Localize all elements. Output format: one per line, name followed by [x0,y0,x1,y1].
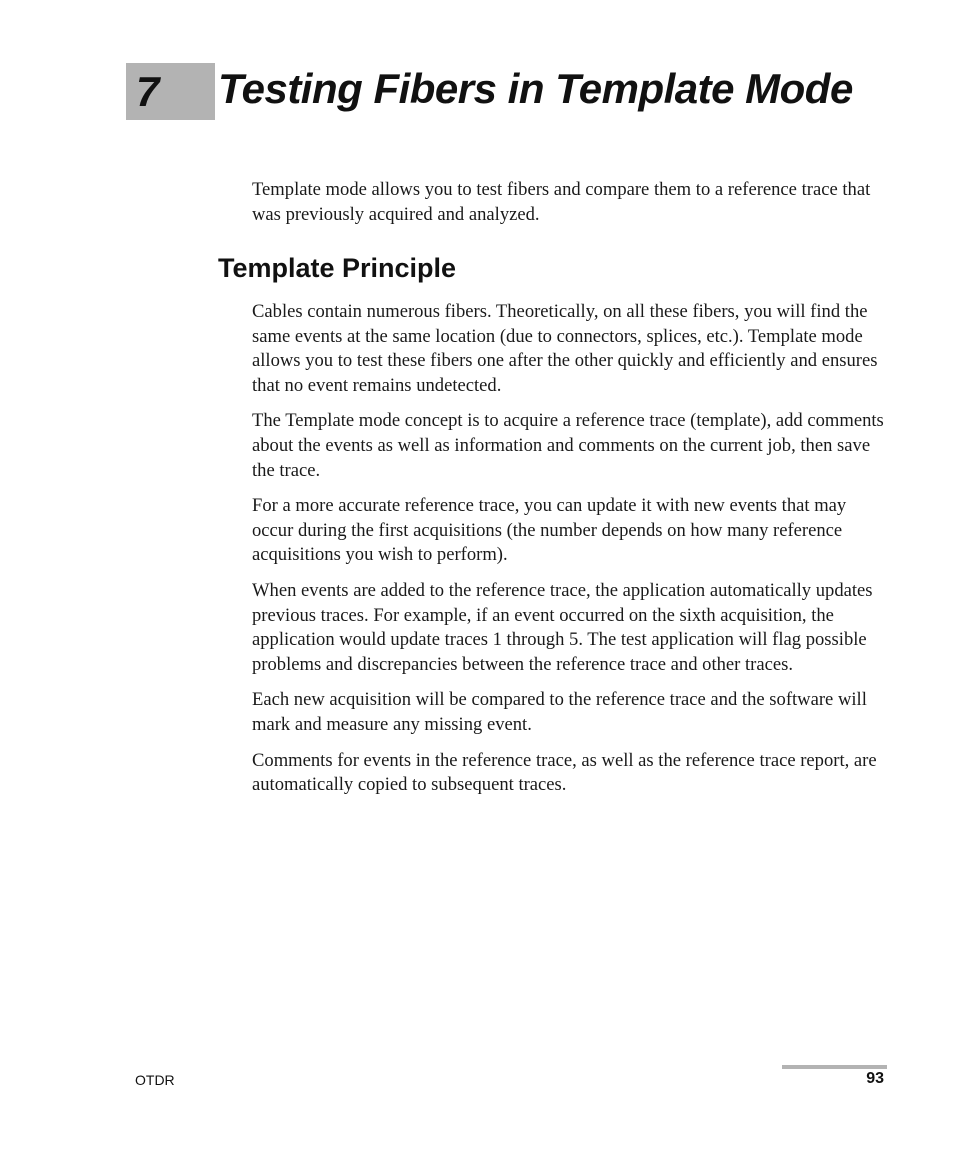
footer-product-name: OTDR [135,1072,175,1088]
intro-paragraph: Template mode allows you to test fibers and compare them to a reference trace that was previously acquired and analyzed. [252,179,871,225]
body-paragraph-6: Comments for events in the reference trace, as well as the reference trace report, are automatically copied to subsequent traces. [252,749,877,796]
chapter-title: Testing Fibers in Template Mode [218,65,853,112]
body-paragraph-3: For a more accurate reference trace, you can update it with new events that may occur during the first acquisitions (the number depends on how many reference acquisitions you wish to perform). [252,495,847,566]
section-heading: Template Principle [218,253,457,283]
chapter-number: 7 [136,68,160,115]
page-number: 93 [866,1070,884,1087]
body-paragraph-5: Each new acquisition will be compared to the reference trace and the software will mark and measure any missing event. [252,689,867,735]
section-body [252,300,892,809]
body-paragraph-1: Cables contain numerous fibers. Theoretically, on all these fibers, you will find the same events at the same location (due to connectors, splices, etc.). Template mode allows you to test these fibers one after the other quickly and efficiently and ensures that no event remains undetected. [252,301,878,396]
body-paragraph-2: The Template mode concept is to acquire a reference trace (template), add comments about the events as well as information and comments on the current job, then save the trace. [252,410,884,481]
body-paragraph-4: When events are added to the reference trace, the application automatically updates previous traces. For example, if an event occurred on the sixth acquisition, the application would update traces 1 through 5. The test application will flag possible problems and discrepancies between the reference trace and other traces. [252,579,873,675]
